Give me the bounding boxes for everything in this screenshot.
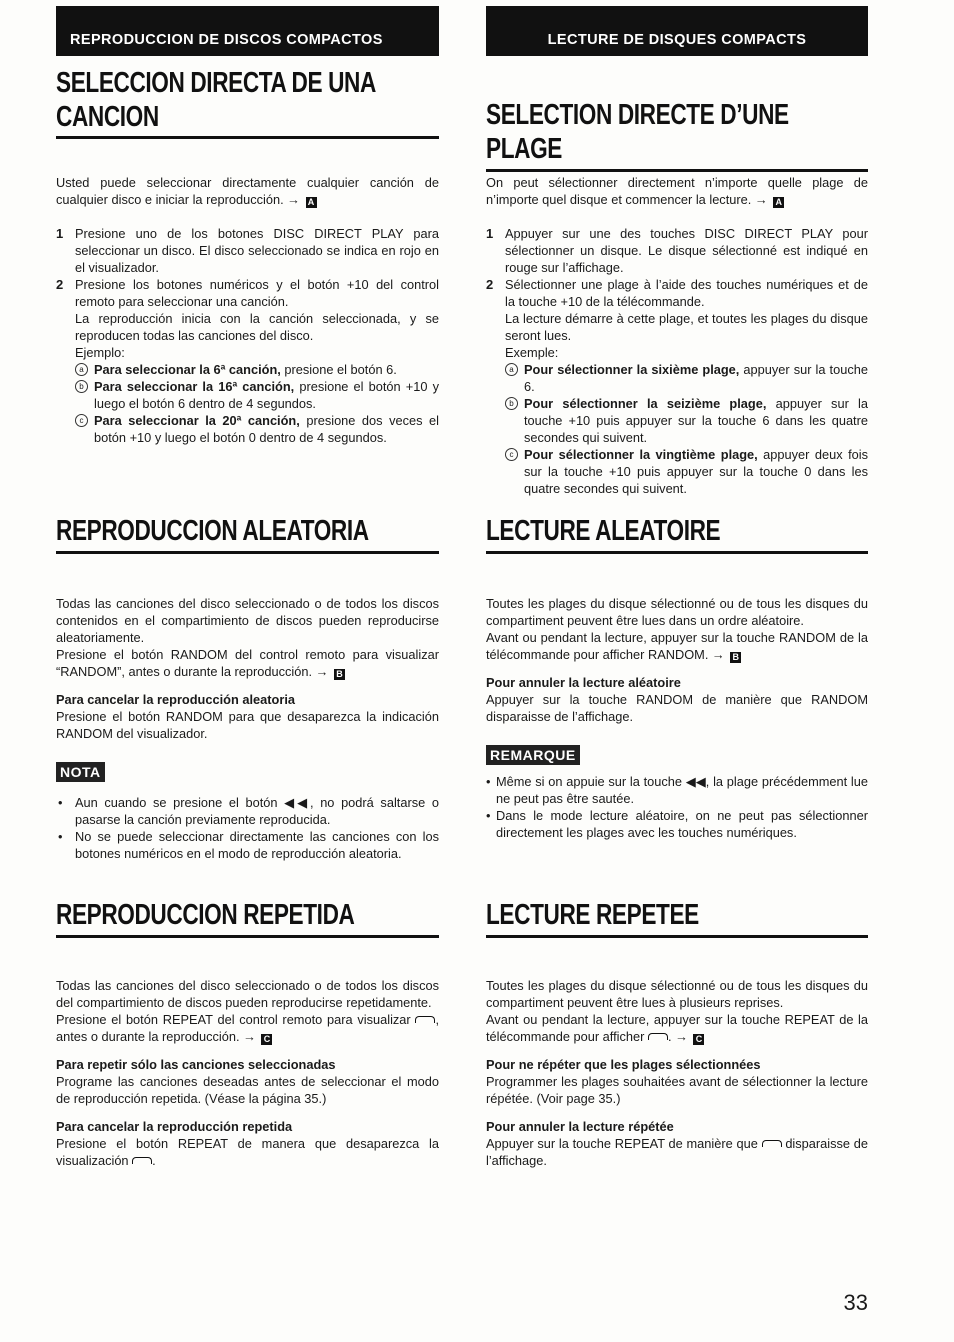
step-2-detail: La lecture démarre à cette plage, et toutes les plages du disque seront lues. [505,311,868,343]
direct-selection-body [486,174,868,497]
figure-ref-b: B [730,652,741,663]
direct-selection-section [486,98,868,172]
subheading-text: Presione el botón REPEAT de manera que desaparezca la visualización . [56,1136,439,1168]
title-rule [56,551,439,554]
example-c: c Pour sélectionner la vingtième plage, appuyer deux fois sur la touche +10 puis appuyer sur la touche 0 dans les quatre secondes qui suivent. [505,446,868,497]
note-block [56,762,439,782]
step-1: 1 Appuyer sur une des touches DISC DIRECT PLAY pour sélectionner un disque. Le disque sélectionné est indiqué en rouge sur l’affichage. [486,226,868,275]
repeat-body [56,977,439,1169]
repeat-icon [132,1157,152,1164]
title-rule [486,935,868,938]
example-list [75,361,439,446]
step-2-detail: La reproducción inicia con la canción seleccionada, y se reproducen todas las canciones del disco. [75,311,439,343]
steps-list [486,225,868,497]
title-rule [486,551,868,554]
title-rule [56,935,439,938]
random-p1: Toutes les plages du disque sélectionné ou de tous les disques du compartiment peuvent être lues dans un ordre aléatoire. [486,596,868,628]
section-title: SELECTION DIRECTE D’UNE PLAGE [486,99,789,165]
section-banner: LECTURE DE DISQUES COMPACTS [486,6,868,56]
subheading-text: Appuyer sur la touche RANDOM de manière que RANDOM disparaisse de l’affichage. [486,692,868,724]
repeat-icon [648,1033,668,1040]
subheading: Pour ne répéter que les plages sélectionnées [486,1057,761,1072]
note-item: • No se puede seleccionar directamente las canciones con los botones numéricos en el modo de reproducción aleatoria. [56,828,439,862]
repeat-icon [762,1140,782,1147]
example-a: a Para seleccionar la 6ª canción, presione el botón 6. [75,361,439,378]
repeat-section [486,898,868,938]
intro-text: On peut sélectionner directement n’importe quelle plage de n’importe quel disque et commencer la lecture. → A [486,175,868,207]
random-p1: Todas las canciones del disco seleccionado o de todos los discos contenidos en el compartimiento de discos pueden reproducirse aleatoriamente. [56,596,439,645]
subheading-text: Programmer les plages souhaitées avant de sélectionner la lecture répétée. (Voir page 35.) [486,1074,868,1106]
intro-text: Usted puede seleccionar directamente cualquier canción de cualquier disco e iniciar la reproducción. → A [56,175,439,207]
random-p2: Avant ou pendant la lecture, appuyer sur la touche RANDOM de la télécommande pour afficher RANDOM. → B [486,630,868,662]
section-title: REPRODUCCION REPETIDA [56,899,355,931]
subheading-text: Appuyer sur la touche REPEAT de manière que disparaisse de l’affichage. [486,1136,869,1168]
example-b: b Para seleccionar la 16ª canción, presione el botón +10 y luego el botón 6 dentro de 4 segundos. [75,378,439,412]
note-list [56,794,439,862]
steps-list [56,225,439,446]
example-c: c Para seleccionar la 20ª canción, presione dos veces el botón +10 y luego el botón 0 dentro de 4 segundos. [75,412,439,446]
section-title: REPRODUCCION ALEATORIA [56,515,369,547]
section-title: LECTURE ALEATOIRE [486,515,721,547]
example-b: b Pour sélectionner la seizième plage, appuyer sur la touche +10 puis appuyer sur la touche 6 dans les quatre secondes qui suivent. [505,395,868,446]
note-item: • Aun cuando se presione el botón ◀◀, no podrá saltarse o pasarse la canción previamente reproducida. [56,794,439,828]
direct-selection-section [56,66,439,139]
subheading-text: Presione el botón RANDOM para que desaparezca la indicación RANDOM del visualizador. [56,709,439,741]
note-list [486,773,868,841]
subheading-text: Programe las canciones deseadas antes de seleccionar el modo de reproducción repetida. (Véase la página 35.) [56,1074,439,1106]
figure-ref-c: C [693,1034,704,1045]
step-1: 1 Presione uno de los botones DISC DIRECT PLAY para seleccionar un disco. El disco seleccionado se indica en rojo en el visualizador. [56,226,439,275]
repeat-p2: Presione el botón REPEAT del control remoto para visualizar , antes o durante la reproducción. → C [56,1012,440,1044]
note-tag: NOTA [56,762,105,782]
random-body [56,595,439,862]
figure-ref-a: A [306,197,317,208]
figure-ref-b: B [334,669,345,680]
step-2: 2 Sélectionner une plage à l’aide des touches numériques et de la touche +10 de la télécommande. La lecture démarre à cette plage, et toutes les plages du disque seront lues. Exemple: a Pour sélectionner la sixième plage, appuyer sur la touche 6. b Pour sélectionner la seizième plage, appuyer sur la touche +10 puis appuyer sur la touche 6 dans les quatre secondes qui suivent. c Pour sélectionner la vingtième plage, appuyer deux fois sur la touche +10 puis appuyer sur la touche 0 dans les quatre secondes qui suivent. [486,277,869,496]
example-label: Exemple: [505,345,559,360]
subheading: Para cancelar la reproducción aleatoria [56,692,295,707]
repeat-p1: Todas las canciones del disco seleccionado o de todos los discos del compartimiento de discos pueden reproducirse repetidamente. [56,978,439,1010]
repeat-icon [415,1016,435,1023]
title-rule [56,136,439,139]
french-column [486,6,869,1168]
example-label: Ejemplo: [75,345,125,360]
example-a: a Pour sélectionner la sixième plage, appuyer sur la touche 6. [505,361,868,395]
page-number: 33 [843,1290,868,1315]
spanish-column [56,6,440,1168]
note-item: • Même si on appuie sur la touche ◀◀, la plage précédemment lue ne peut pas être sautée. [486,773,868,807]
figure-ref-c: C [261,1034,272,1045]
note-block [486,745,868,765]
example-list [505,361,868,497]
figure-ref-a: A [773,197,784,208]
step-2: 2 Presione los botones numéricos y el botón +10 del control remoto para seleccionar una canción. La reproducción inicia con la canción seleccionada, y se reproducen todas las canciones del disco. Ejemplo: a Para seleccionar la 6ª canción, presione el botón 6. b Para seleccionar la 16ª canción, presione el botón +10 y luego el botón 6 dentro de 4 segundos. c Para seleccionar la 20ª canción, presione dos veces el botón +10 y luego el botón 0 dentro de 4 segundos. [56,277,439,445]
random-body [486,595,868,841]
random-p2: Presione el botón RANDOM del control remoto para visualizar “RANDOM”, antes o durante la reproducción. → B [56,647,439,679]
section-title: SELECCION DIRECTA DE UNA CANCION [56,67,376,133]
random-section [486,514,868,554]
title-rule [486,169,868,172]
repeat-section [56,898,439,938]
section-title: LECTURE REPETEE [486,899,699,931]
note-item: • Dans le mode lecture aléatoire, on ne peut pas sélectionner directement les plages avec les touches numériques. [486,807,868,841]
repeat-p2: Avant ou pendant la lecture, appuyer sur la touche REPEAT de la télécommande pour afficher . → C [486,1012,868,1044]
note-tag: REMARQUE [486,745,580,765]
direct-selection-body [56,174,439,446]
repeat-body [486,977,868,1169]
subheading: Para cancelar la reproducción repetida [56,1119,293,1134]
random-section [56,514,439,554]
subheading: Pour annuler la lecture répétée [486,1119,674,1134]
subheading: Para repetir sólo las canciones seleccionadas [56,1057,336,1072]
subheading: Pour annuler la lecture aléatoire [486,675,681,690]
section-banner: REPRODUCCION DE DISCOS COMPACTOS [56,6,439,56]
repeat-p1: Toutes les plages du disque sélectionné ou de tous les disques du compartiment peuvent être lues à plusieurs reprises. [486,978,868,1010]
